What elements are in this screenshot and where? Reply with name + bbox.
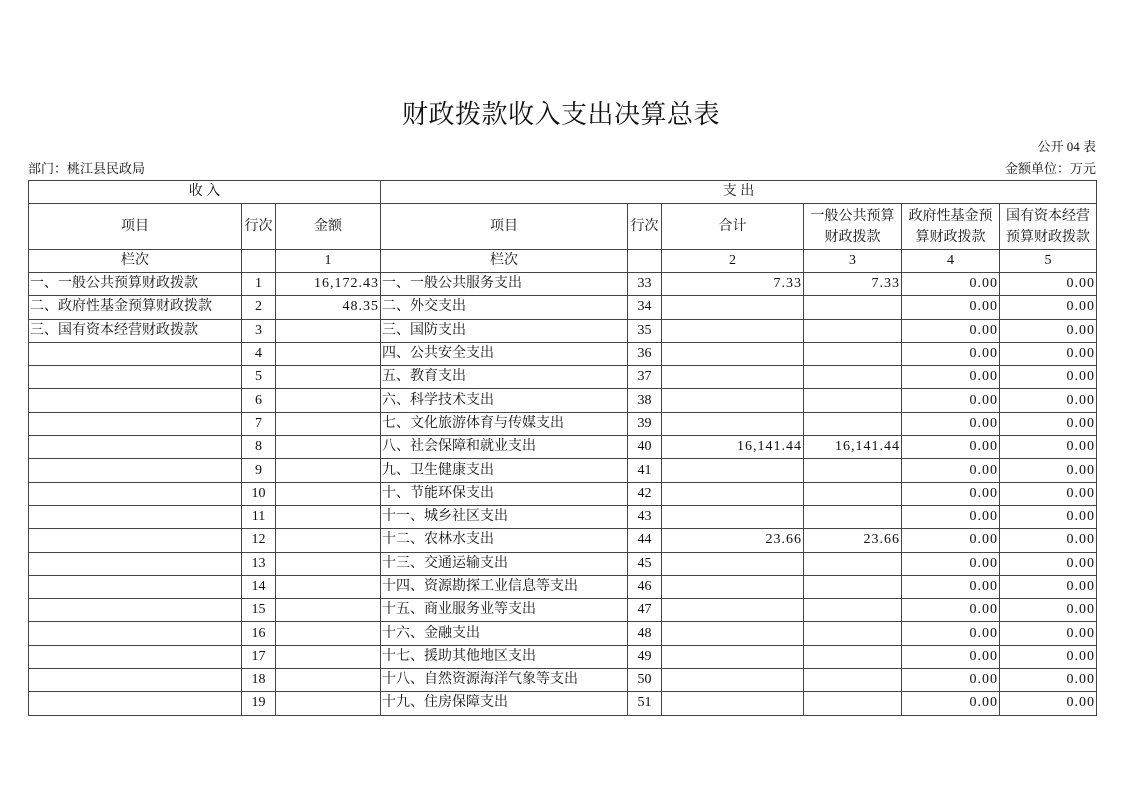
total-cell: 23.66 <box>662 529 804 552</box>
table-row <box>29 552 1097 575</box>
total-cell <box>662 412 804 435</box>
expense-item-cell: 三、国防支出 <box>381 319 628 342</box>
income-line-cell: 12 <box>242 529 276 552</box>
general-budget-cell <box>804 599 902 622</box>
col-header-line: 算财政拨款 <box>915 229 986 245</box>
state-capital-cell: 0.00 <box>1000 645 1097 668</box>
income-line-cell: 9 <box>242 459 276 482</box>
state-capital-cell: 0.00 <box>1000 389 1097 412</box>
income-amount-cell: 16,172.43 <box>276 273 381 296</box>
income-group-header: 收 入 <box>29 181 381 204</box>
index-cell-general-budget: 3 <box>804 250 902 273</box>
gov-fund-cell: 0.00 <box>902 575 1000 598</box>
table-row <box>29 622 1097 645</box>
table-row <box>29 459 1097 482</box>
index-cell-total: 2 <box>662 250 804 273</box>
col-header-gov-fund <box>902 204 1000 250</box>
expense-line-cell: 46 <box>628 575 662 598</box>
gov-fund-cell: 0.00 <box>902 436 1000 459</box>
expense-line-cell: 45 <box>628 552 662 575</box>
expense-line-cell: 33 <box>628 273 662 296</box>
income-item-cell <box>29 342 242 365</box>
expense-item-cell: 十三、交通运输支出 <box>381 552 628 575</box>
table-row <box>29 505 1097 528</box>
income-item-cell: 一、一般公共预算财政拨款 <box>29 273 242 296</box>
income-line-cell: 3 <box>242 319 276 342</box>
income-item-cell <box>29 482 242 505</box>
general-budget-cell <box>804 645 902 668</box>
income-amount-cell <box>276 599 381 622</box>
index-cell-income-amount: 1 <box>276 250 381 273</box>
income-item-cell <box>29 366 242 389</box>
expense-line-cell: 49 <box>628 645 662 668</box>
income-line-cell: 11 <box>242 505 276 528</box>
income-item-cell <box>29 459 242 482</box>
general-budget-cell <box>804 412 902 435</box>
expense-line-cell: 40 <box>628 436 662 459</box>
expense-item-cell: 十二、农林水支出 <box>381 529 628 552</box>
table-row <box>29 296 1097 319</box>
col-header-expense-item: 项目 <box>381 204 628 250</box>
income-amount-cell <box>276 669 381 692</box>
expense-group-header: 支 出 <box>381 181 1097 204</box>
income-line-cell: 1 <box>242 273 276 296</box>
general-budget-cell <box>804 296 902 319</box>
expense-line-cell: 47 <box>628 599 662 622</box>
state-capital-cell: 0.00 <box>1000 412 1097 435</box>
col-header-general-budget <box>804 204 902 250</box>
col-header-line: 一般公共预算 <box>810 208 895 224</box>
index-cell-income-item: 栏次 <box>29 250 242 273</box>
general-budget-cell <box>804 342 902 365</box>
expense-item-cell: 五、教育支出 <box>381 366 628 389</box>
total-cell: 7.33 <box>662 273 804 296</box>
income-line-cell: 15 <box>242 599 276 622</box>
state-capital-cell: 0.00 <box>1000 575 1097 598</box>
amount-unit-label: 金额单位：万元 <box>1004 161 1096 176</box>
income-amount-cell <box>276 412 381 435</box>
index-cell-state-capital: 5 <box>1000 250 1097 273</box>
income-line-cell: 10 <box>242 482 276 505</box>
gov-fund-cell: 0.00 <box>902 296 1000 319</box>
income-amount-cell <box>276 645 381 668</box>
gov-fund-cell: 0.00 <box>902 342 1000 365</box>
total-cell <box>662 669 804 692</box>
table-row <box>29 645 1097 668</box>
expense-item-cell: 十六、金融支出 <box>381 622 628 645</box>
expense-line-cell: 42 <box>628 482 662 505</box>
state-capital-cell: 0.00 <box>1000 273 1097 296</box>
expense-item-cell: 十九、住房保障支出 <box>381 692 628 715</box>
expense-line-cell: 48 <box>628 622 662 645</box>
income-item-cell <box>29 436 242 459</box>
income-item-cell <box>29 622 242 645</box>
expense-item-cell: 十、节能环保支出 <box>381 482 628 505</box>
income-item-cell <box>29 645 242 668</box>
total-cell <box>662 575 804 598</box>
gov-fund-cell: 0.00 <box>902 389 1000 412</box>
total-cell <box>662 645 804 668</box>
expense-line-cell: 43 <box>628 505 662 528</box>
income-amount-cell <box>276 692 381 715</box>
total-cell <box>662 622 804 645</box>
general-budget-cell <box>804 622 902 645</box>
group-header-row <box>29 181 1097 204</box>
total-cell <box>662 459 804 482</box>
state-capital-cell: 0.00 <box>1000 529 1097 552</box>
income-line-cell: 17 <box>242 645 276 668</box>
income-line-cell: 8 <box>242 436 276 459</box>
income-item-cell <box>29 692 242 715</box>
col-header-income-amount: 金额 <box>276 204 381 250</box>
column-index-row <box>29 250 1097 273</box>
expense-line-cell: 37 <box>628 366 662 389</box>
expense-item-cell: 一、一般公共服务支出 <box>381 273 628 296</box>
general-budget-cell: 23.66 <box>804 529 902 552</box>
total-cell <box>662 599 804 622</box>
table-row <box>29 436 1097 459</box>
expense-item-cell: 十七、援助其他地区支出 <box>381 645 628 668</box>
income-item-cell <box>29 505 242 528</box>
gov-fund-cell: 0.00 <box>902 692 1000 715</box>
income-line-cell: 6 <box>242 389 276 412</box>
gov-fund-cell: 0.00 <box>902 599 1000 622</box>
col-header-line: 预算财政拨款 <box>1006 229 1090 245</box>
total-cell <box>662 389 804 412</box>
gov-fund-cell: 0.00 <box>902 645 1000 668</box>
general-budget-cell: 7.33 <box>804 273 902 296</box>
total-cell <box>662 342 804 365</box>
state-capital-cell: 0.00 <box>1000 622 1097 645</box>
table-row <box>29 692 1097 715</box>
gov-fund-cell: 0.00 <box>902 552 1000 575</box>
income-amount-cell <box>276 552 381 575</box>
col-header-line: 政府性基金预 <box>908 208 993 224</box>
col-header-state-capital <box>1000 204 1097 250</box>
table-row <box>29 669 1097 692</box>
expense-line-cell: 36 <box>628 342 662 365</box>
table-row <box>29 273 1097 296</box>
general-budget-cell <box>804 389 902 412</box>
table-row <box>29 366 1097 389</box>
table-row <box>29 482 1097 505</box>
col-header-income-item: 项目 <box>29 204 242 250</box>
income-item-cell: 二、政府性基金预算财政拨款 <box>29 296 242 319</box>
general-budget-cell <box>804 692 902 715</box>
column-header-row <box>29 204 1097 250</box>
form-code: 公开 04 表 <box>1037 139 1096 154</box>
expense-item-cell: 十五、商业服务业等支出 <box>381 599 628 622</box>
col-header-expense-line: 行次 <box>628 204 662 250</box>
total-cell <box>662 482 804 505</box>
income-amount-cell <box>276 319 381 342</box>
income-amount-cell <box>276 575 381 598</box>
expense-line-cell: 41 <box>628 459 662 482</box>
total-cell: 16,141.44 <box>662 436 804 459</box>
income-line-cell: 16 <box>242 622 276 645</box>
expense-item-cell: 十四、资源勘探工业信息等支出 <box>381 575 628 598</box>
state-capital-cell: 0.00 <box>1000 366 1097 389</box>
table-body <box>29 273 1097 716</box>
expense-line-cell: 35 <box>628 319 662 342</box>
income-amount-cell <box>276 482 381 505</box>
expense-line-cell: 39 <box>628 412 662 435</box>
general-budget-cell <box>804 319 902 342</box>
income-line-cell: 5 <box>242 366 276 389</box>
col-header-income-line: 行次 <box>242 204 276 250</box>
state-capital-cell: 0.00 <box>1000 319 1097 342</box>
income-amount-cell <box>276 529 381 552</box>
general-budget-cell <box>804 366 902 389</box>
gov-fund-cell: 0.00 <box>902 459 1000 482</box>
income-line-cell: 4 <box>242 342 276 365</box>
expense-line-cell: 38 <box>628 389 662 412</box>
state-capital-cell: 0.00 <box>1000 482 1097 505</box>
total-cell <box>662 319 804 342</box>
gov-fund-cell: 0.00 <box>902 482 1000 505</box>
expense-item-cell: 九、卫生健康支出 <box>381 459 628 482</box>
gov-fund-cell: 0.00 <box>902 273 1000 296</box>
index-cell-income-line <box>242 250 276 273</box>
gov-fund-cell: 0.00 <box>902 319 1000 342</box>
income-item-cell <box>29 389 242 412</box>
income-item-cell <box>29 599 242 622</box>
index-cell-expense-item: 栏次 <box>381 250 628 273</box>
state-capital-cell: 0.00 <box>1000 459 1097 482</box>
expense-item-cell: 七、文化旅游体育与传媒支出 <box>381 412 628 435</box>
income-item-cell: 三、国有资本经营财政拨款 <box>29 319 242 342</box>
expense-item-cell: 四、公共安全支出 <box>381 342 628 365</box>
general-budget-cell <box>804 459 902 482</box>
state-capital-cell: 0.00 <box>1000 505 1097 528</box>
income-line-cell: 13 <box>242 552 276 575</box>
expense-item-cell: 八、社会保障和就业支出 <box>381 436 628 459</box>
income-line-cell: 2 <box>242 296 276 319</box>
state-capital-cell: 0.00 <box>1000 692 1097 715</box>
expense-line-cell: 34 <box>628 296 662 319</box>
index-cell-gov-fund: 4 <box>902 250 1000 273</box>
table-row <box>29 412 1097 435</box>
expense-item-cell: 十一、城乡社区支出 <box>381 505 628 528</box>
income-amount-cell <box>276 622 381 645</box>
income-item-cell <box>29 529 242 552</box>
gov-fund-cell: 0.00 <box>902 669 1000 692</box>
table-row <box>29 389 1097 412</box>
state-capital-cell: 0.00 <box>1000 342 1097 365</box>
income-item-cell <box>29 669 242 692</box>
income-item-cell <box>29 412 242 435</box>
income-amount-cell <box>276 505 381 528</box>
state-capital-cell: 0.00 <box>1000 436 1097 459</box>
col-header-total: 合计 <box>662 204 804 250</box>
income-amount-cell <box>276 459 381 482</box>
general-budget-cell <box>804 482 902 505</box>
table-row <box>29 319 1097 342</box>
income-item-cell <box>29 575 242 598</box>
expense-line-cell: 44 <box>628 529 662 552</box>
total-cell <box>662 296 804 319</box>
expense-item-cell: 十八、自然资源海洋气象等支出 <box>381 669 628 692</box>
gov-fund-cell: 0.00 <box>902 622 1000 645</box>
total-cell <box>662 505 804 528</box>
index-cell-expense-line <box>628 250 662 273</box>
appropriation-summary-table <box>28 180 1097 716</box>
expense-line-cell: 51 <box>628 692 662 715</box>
department-label: 部门：桃江县民政局 <box>28 161 146 176</box>
general-budget-cell <box>804 575 902 598</box>
income-amount-cell <box>276 389 381 412</box>
income-amount-cell: 48.35 <box>276 296 381 319</box>
income-item-cell <box>29 552 242 575</box>
income-amount-cell <box>276 366 381 389</box>
table-row <box>29 599 1097 622</box>
total-cell <box>662 692 804 715</box>
income-line-cell: 14 <box>242 575 276 598</box>
income-amount-cell <box>276 342 381 365</box>
total-cell <box>662 366 804 389</box>
gov-fund-cell: 0.00 <box>902 529 1000 552</box>
gov-fund-cell: 0.00 <box>902 366 1000 389</box>
total-cell <box>662 552 804 575</box>
expense-line-cell: 50 <box>628 669 662 692</box>
income-line-cell: 19 <box>242 692 276 715</box>
income-line-cell: 18 <box>242 669 276 692</box>
expense-item-cell: 二、外交支出 <box>381 296 628 319</box>
page-title: 财政拨款收入支出决算总表 <box>401 100 720 129</box>
gov-fund-cell: 0.00 <box>902 505 1000 528</box>
col-header-line: 国有资本经营 <box>1006 208 1090 224</box>
general-budget-cell <box>804 552 902 575</box>
state-capital-cell: 0.00 <box>1000 552 1097 575</box>
col-header-line: 财政拨款 <box>824 229 881 245</box>
general-budget-cell <box>804 505 902 528</box>
general-budget-cell: 16,141.44 <box>804 436 902 459</box>
general-budget-cell <box>804 669 902 692</box>
expense-item-cell: 六、科学技术支出 <box>381 389 628 412</box>
gov-fund-cell: 0.00 <box>902 412 1000 435</box>
state-capital-cell: 0.00 <box>1000 296 1097 319</box>
table-row <box>29 575 1097 598</box>
income-amount-cell <box>276 436 381 459</box>
table-row <box>29 342 1097 365</box>
income-line-cell: 7 <box>242 412 276 435</box>
table-row <box>29 529 1097 552</box>
state-capital-cell: 0.00 <box>1000 669 1097 692</box>
state-capital-cell: 0.00 <box>1000 599 1097 622</box>
